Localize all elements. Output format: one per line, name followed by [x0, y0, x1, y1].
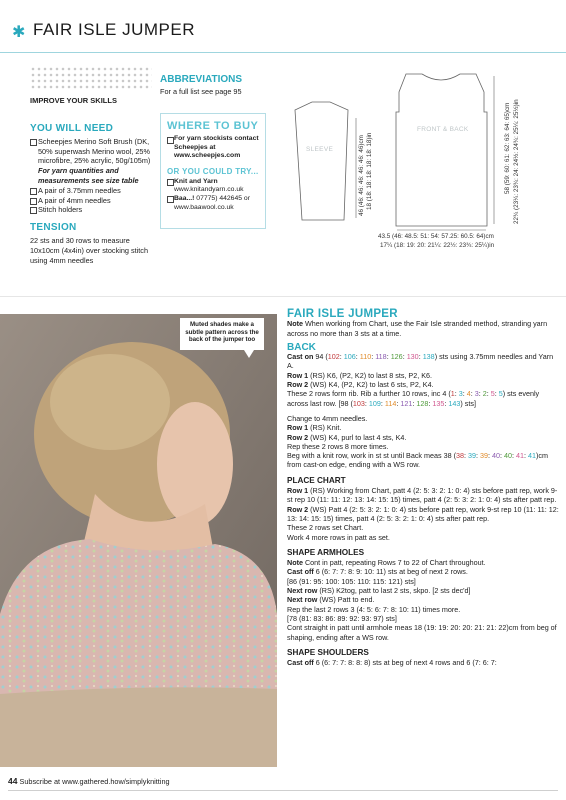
width-in: 17¼ (18: 19: 20: 21¼: 22½: 23¾: 25¼)in — [380, 242, 495, 249]
shop1-url[interactable]: www.knitandyarn.co.uk — [174, 186, 244, 194]
section-divider — [0, 296, 566, 297]
armhole-next-row-1: Next row (RS) K2tog, patt to last 2 sts, skpo. [2 sts dec'd] — [287, 586, 471, 596]
materials-column — [30, 124, 158, 265]
armhole-repeat: Rep the last 2 rows 3 (4: 5: 6: 7: 8: 10: 11) times more. — [287, 604, 461, 614]
pattern-title: FAIR ISLE JUMPER — [287, 308, 398, 320]
stockists-text: For yarn stockists contact Scheepjes at www.scheepjes.com — [167, 135, 261, 161]
body-length-cm: 58 (59: 60: 61: 62: 63: 64: 65)cm — [504, 102, 511, 194]
stitch-holders-item: Stitch holders — [30, 205, 158, 215]
shop2-rest[interactable]: 07775) 442645 or www.baawool.co.uk — [174, 194, 250, 211]
needle-item-2: A pair of 4mm needles — [30, 196, 158, 206]
place-chart-heading: PLACE CHART — [287, 475, 346, 485]
you-will-need-heading: YOU WILL NEED — [30, 123, 114, 134]
abbreviations-text: For a full list see page 95 — [160, 87, 242, 96]
pattern-note: Note When working from Chart, use the Fair Isle stranded method, stranding yarn across no more than 3 sts at a time. — [287, 319, 548, 338]
armhole-repeat-total: [78 (81: 83: 86: 89: 92: 93: 97) sts] — [287, 613, 397, 623]
abbreviations-heading: ABBREVIATIONS — [160, 74, 243, 85]
shape-shoulders-heading: SHAPE SHOULDERS — [287, 647, 369, 657]
page-number: 44 — [8, 776, 18, 786]
st-st-row-1: Row 1 (RS) Knit. — [287, 423, 342, 433]
improve-skills-badge — [30, 66, 152, 112]
repeat-rows: Rep these 2 rows 8 more times. — [287, 441, 389, 451]
abbreviations-box — [160, 74, 290, 96]
width-cm: 43.5 (46: 48.5: 51: 54: 57.25: 60.5: 64)cm — [378, 233, 494, 240]
yarn-item: Scheepjes Merino Soft Brush (DK, 50% superwash Merino wool, 25% microfibre, 25% acrylic, 50g/105m) — [30, 137, 158, 166]
sleeve-length-in: 18 (18: 18: 18: 18: 18: 18)in — [366, 132, 373, 210]
chart-work4: Work 4 more rows in patt as set. — [287, 532, 390, 542]
photo-callout: Muted shades make a subtle pattern across the back of the jumper too — [180, 318, 264, 350]
yarn-note: For yarn quantities and measurements see size table — [38, 166, 139, 185]
body-outline — [396, 74, 487, 226]
footer-rule — [8, 790, 558, 791]
sleeve-outline — [295, 102, 348, 220]
rib-row-1: Row 1 (RS) K6, (P2, K2) to last 8 sts, P2, K6. — [287, 370, 433, 380]
armhole-note: Note Cont in patt, repeating Rows 7 to 22 of Chart throughout. — [287, 558, 486, 568]
shape-armholes-heading: SHAPE ARMHOLES — [287, 547, 365, 557]
front-back-label: FRONT & BACK — [417, 126, 469, 133]
back-heading: BACK — [287, 341, 316, 353]
chart-row-1: Row 1 (RS) Working from Chart, patt 4 (2: 5: 3: 2: 1: 0: 4) sts before patt rep, work 9-st rep 10 (11: 11: 12: 13: 14: 15: 15) times, patt 4 (2: 5: 3: 2: 1: 0: 4) sts after patt rep. — [287, 486, 558, 505]
sleeve-label: SLEEVE — [306, 146, 334, 153]
armhole-next-row-2: Next row (WS) Patt to end. — [287, 595, 375, 605]
armhole-cast-off-total: [86 (91: 95: 100: 105: 110: 115: 121) sts] — [287, 576, 416, 586]
photo-illustration — [0, 314, 277, 767]
or-could-try-heading: OR YOU COULD TRY... — [167, 166, 259, 176]
tension-heading: TENSION — [30, 222, 77, 234]
rib-row-2: Row 2 (WS) K4, (P2, K2) to last 6 sts, P2, K4. — [287, 380, 434, 390]
chart-set: These 2 rows set Chart. — [287, 523, 364, 533]
shoulders-cast-off: Cast off 6 (6: 7: 7: 8: 8: 8) sts at beg of next 4 rows and 6 (7: 6: 7: — [287, 658, 497, 668]
page-footer — [8, 776, 558, 790]
where-to-buy-heading: WHERE TO BUY — [167, 120, 259, 132]
header-rule — [0, 52, 566, 53]
rib-instructions: These 2 rows form rib. Rib a further 10 rows, inc 4 (1: 3: 4: 3: 2: 5: 5) sts evenly across last row. [98 (103: 109: 114: 121: 128: 135: 143) sts] — [287, 389, 540, 408]
model-photo — [0, 314, 277, 767]
body-length-in: 22¾ (23¼: 23¾: 24: 24½: 24¾: 25¼: 25½)in — [513, 99, 520, 224]
page-title: FAIR ISLE JUMPER — [33, 20, 195, 39]
improve-skills-label: IMPROVE YOUR SKILLS — [30, 96, 117, 105]
pattern-instructions — [287, 310, 559, 667]
shop1-name: Knit and Yarn — [167, 178, 261, 187]
tension-text: 22 sts and 30 rows to measure 10x10cm (4x4in) over stocking stitch using 4mm needles — [30, 235, 149, 265]
chart-row-2: Row 2 (WS) Patt 4 (2: 5: 3: 2: 1: 0: 4) sts before patt rep, work 9-st rep 10 (11: 11: 12: 13: 14: 15: 15) times, patt 4 (2: 5: 3: 2: 1: 0: 4) sts after patt rep. — [287, 504, 559, 523]
needle-item-1: A pair of 3.75mm needles — [30, 186, 158, 196]
shop2-name: Baa...! — [174, 194, 195, 202]
armhole-cast-off: Cast off 6 (6: 7: 7: 8: 9: 10: 11) sts at beg of next 2 rows. — [287, 567, 468, 577]
sleeve-length-cm: 46 (46: 46: 46: 46: 46: 46)cm — [358, 135, 365, 216]
subscribe-text[interactable]: Subscribe at www.gathered.how/simplyknitting — [19, 777, 170, 786]
page-header — [0, 0, 566, 56]
shop2-line — [167, 195, 261, 212]
asterisk-icon: ✱ — [12, 24, 26, 41]
garment-schematic — [290, 66, 560, 256]
st-st-row-2: Row 2 (WS) K4, purl to last 4 sts, K4. — [287, 432, 407, 442]
dot-pattern — [30, 66, 152, 90]
begin-knit: Beg with a knit row, work in st st until Back meas 38 (38: 39: 39: 40: 40: 41: 41)cm from cast-on edge, ending with a WS row. — [287, 451, 548, 470]
armhole-continue: Cont straight in patt until armhole meas 18 (19: 19: 20: 20: 21: 21: 22)cm from beg of shaping, ending after a WS row. — [287, 623, 557, 642]
change-needles: Change to 4mm needles. — [287, 413, 368, 423]
cast-on-line: Cast on 94 (102: 106: 110: 118: 126: 130: 138) sts using 3.75mm needles and Yarn A. — [287, 352, 554, 371]
where-to-buy-box — [160, 113, 266, 229]
